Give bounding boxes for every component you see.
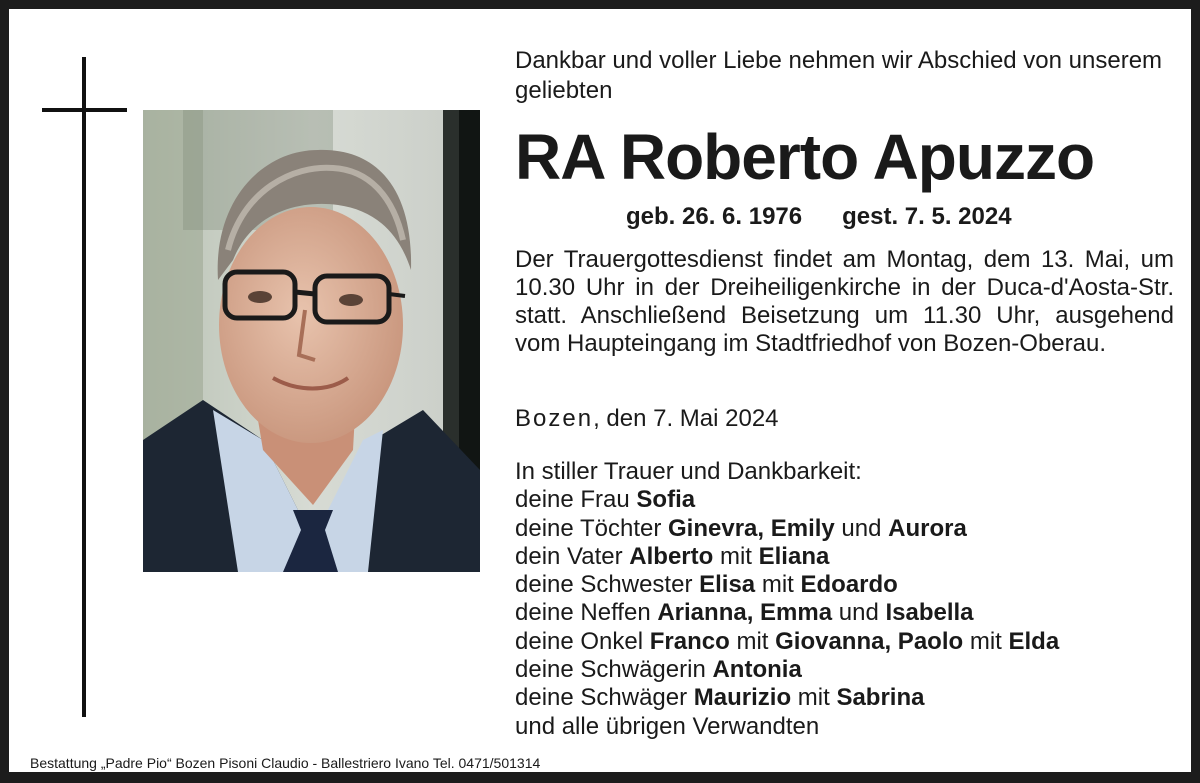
mourner-line — [515, 684, 1195, 712]
mourner-line — [515, 515, 1195, 543]
funeral-service-text: Der Trauergottesdienst findet am Montag, dem 13. Mai, um 10.30 Uhr in der Dreiheiligenkirche in der Duca-d'Aosta-Str. statt. Anschließend Beisetzung um 11.30 Uhr, ausgehend vom Haupteingang im Stadtfriedhof von Bozen-Oberau. — [515, 246, 1174, 357]
mourner-relation: deine Schwester — [515, 571, 700, 599]
mourner-name: Ginevra, Emily — [668, 514, 835, 542]
mourner-relation: deine Frau — [515, 486, 637, 514]
mourner-line — [515, 599, 1195, 627]
mourner-relation: deine Neffen — [515, 599, 658, 627]
mourner-name: Edoardo — [800, 571, 898, 599]
place-city: Bozen — [515, 405, 594, 432]
mourner-line — [515, 628, 1195, 656]
deceased-name: RA Roberto Apuzzo — [515, 121, 1095, 193]
birth-date: geb. 26. 6. 1976 — [626, 203, 803, 230]
mourner-name: Sofia — [636, 486, 696, 514]
intro-text: Dankbar und voller Liebe nehmen wir Abschied von unserem geliebten — [515, 47, 1163, 104]
portrait-illustration — [143, 110, 480, 572]
mourner-name: Arianna, Emma — [657, 599, 833, 627]
mourner-relation: und — [834, 514, 889, 542]
mourner-name: Sabrina — [836, 684, 925, 712]
mourner-line — [515, 543, 1195, 571]
mourner-line — [515, 713, 1195, 741]
mourner-name: Franco — [649, 627, 730, 655]
life-dates — [626, 203, 1012, 231]
mourner-relation: mit — [755, 571, 801, 599]
death-date: gest. 7. 5. 2024 — [842, 203, 1012, 230]
cross-horizontal-bar — [42, 108, 127, 112]
mourner-relation: mit — [729, 627, 776, 655]
mourner-relation: deine Onkel — [515, 627, 650, 655]
mourner-line — [515, 571, 1195, 599]
mourner-name: Isabella — [885, 599, 974, 627]
mourner-list — [515, 486, 1195, 741]
mourner-name: Antonia — [712, 656, 802, 684]
mourner-relation: deine Töchter — [515, 514, 668, 542]
mourner-name: Giovanna, Paolo — [775, 627, 964, 655]
mourner-name: Aurora — [888, 514, 967, 542]
mourner-relation: mit — [713, 542, 759, 570]
mourner-name: Alberto — [629, 542, 714, 570]
cross-vertical-bar — [82, 57, 86, 717]
funeral-home-footer: Bestattung „Padre Pio“ Bozen Pisoni Claudio - Ballestriero Ivano Tel. 0471/501314 — [30, 755, 541, 771]
mourner-line — [515, 486, 1195, 514]
mourner-relation: dein Vater — [515, 542, 630, 570]
mourner-name: Maurizio — [693, 684, 792, 712]
portrait-photo — [143, 110, 480, 572]
mourner-line — [515, 656, 1195, 684]
mourner-relation: mit — [963, 627, 1009, 655]
mourner-relation: deine Schwäger — [515, 684, 694, 712]
mourner-relation: und — [832, 599, 886, 627]
mourner-relation: und alle übrigen Verwandten — [515, 712, 820, 740]
mourner-name: Eliana — [758, 542, 830, 570]
mourner-name: Elisa — [699, 571, 756, 599]
place-date: , den 7. Mai 2024 — [593, 405, 779, 432]
mourner-relation: deine Schwägerin — [515, 656, 713, 684]
place-and-date — [515, 405, 779, 433]
mourners-block — [515, 458, 1195, 741]
mourner-name: Elda — [1008, 627, 1060, 655]
mourners-intro: In stiller Trauer und Dankbarkeit: — [515, 458, 862, 485]
mourner-relation: mit — [791, 684, 837, 712]
